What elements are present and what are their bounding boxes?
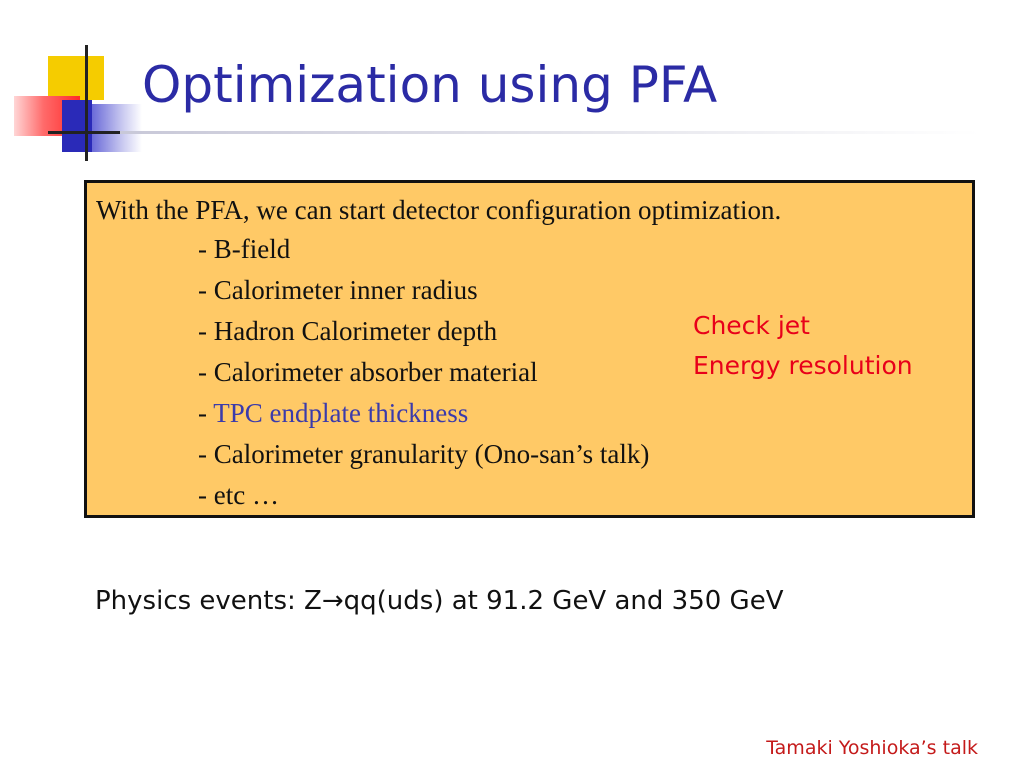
arrow-symbol: → — [321, 586, 344, 616]
list-item-text: Hadron Calorimeter depth — [213, 316, 498, 346]
list-item: - Calorimeter inner radius — [198, 275, 478, 305]
check-jet-note — [693, 306, 913, 386]
physics-events-text: Physics events: Z→qq(uds) at 91.2 GeV and 350 GeV — [95, 586, 784, 616]
box-intro: With the PFA, we can start detector configuration optimization. — [96, 195, 782, 225]
list-item-text: Calorimeter granularity (Ono-san’s talk) — [213, 439, 650, 469]
list-item-text: etc … — [213, 480, 279, 510]
optimization-box — [84, 180, 975, 518]
list-item: - etc … — [198, 480, 279, 510]
list-item: - Calorimeter absorber material — [198, 357, 538, 387]
list-item: - TPC endplate thickness — [198, 398, 469, 428]
list-item-text: B-field — [213, 234, 291, 264]
footer-credit: Tamaki Yoshioka’s talk — [766, 737, 978, 759]
list-item-text: Calorimeter inner radius — [213, 275, 478, 305]
list-item-text-highlighted: TPC endplate thickness — [213, 398, 469, 428]
slide-title: Optimization using PFA — [142, 56, 718, 114]
title-underline — [120, 131, 980, 134]
list-item: - Calorimeter granularity (Ono-san’s talk) — [198, 439, 650, 469]
blue-fade-decoration — [92, 104, 142, 152]
vertical-line-decoration — [85, 45, 88, 161]
yellow-square-decoration — [48, 56, 104, 100]
list-item-text: Calorimeter absorber material — [213, 357, 538, 387]
slide-decoration — [0, 0, 160, 170]
note-line: Energy resolution — [693, 351, 913, 380]
note-line: Check jet — [693, 311, 810, 340]
list-item: - B-field — [198, 234, 291, 264]
list-item: - Hadron Calorimeter depth — [198, 316, 498, 346]
